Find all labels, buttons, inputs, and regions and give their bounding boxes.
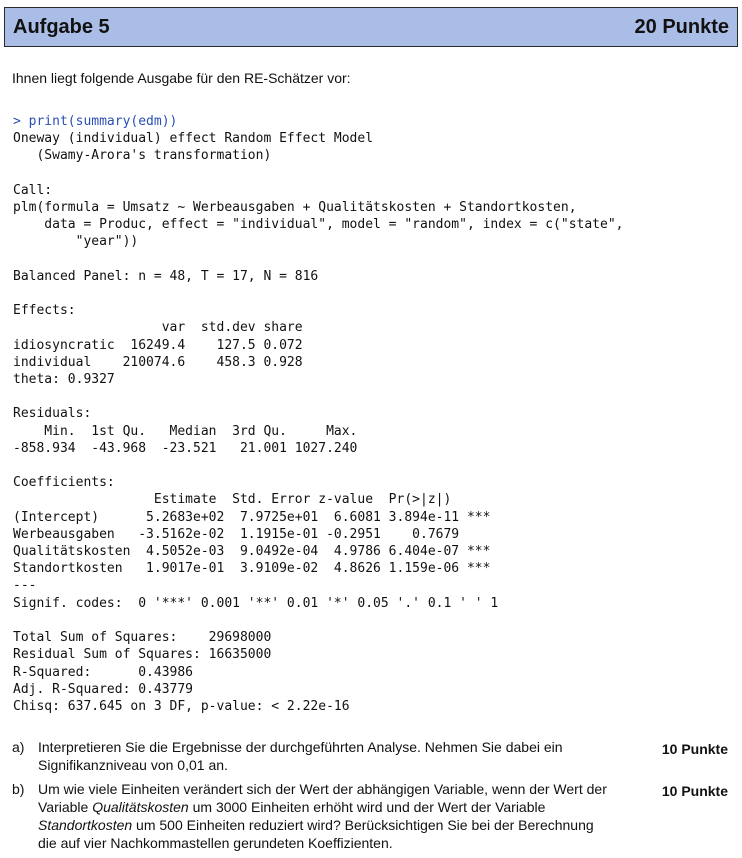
output-line: Balanced Panel: n = 48, T = 17, N = 816 — [13, 268, 319, 284]
output-line: Oneway (individual) effect Random Effect Model — [13, 131, 374, 147]
task-text — [38, 780, 608, 852]
r-prompt-line: > print(summary(edm)) — [13, 114, 178, 129]
task-text-part: Um wie viele Einheiten verändert sich der Wert der abhängigen Variable, wenn der Wert der Variable — [38, 781, 607, 815]
output-line: -858.934 -43.968 -23.521 21.001 1027.240 — [13, 440, 358, 456]
task-text-part: Interpretieren Sie die Ergebnisse der durchgeführten Analyse. Nehmen Sie dabei ein Signifikanzniveau von 0,01 an. — [38, 739, 563, 773]
task-points-badge: 10 Punkte — [661, 741, 728, 757]
task-title: Aufgabe 5 — [13, 16, 110, 38]
output-line: Chisq: 637.645 on 3 DF, p-value: < 2.22e-16 — [13, 698, 350, 714]
task-item-a — [12, 738, 732, 774]
output-line: R-Squared: 0.43986 — [13, 664, 194, 680]
output-line: --- — [13, 578, 37, 594]
output-line: Min. 1st Qu. Median 3rd Qu. Max. — [13, 423, 358, 439]
task-list — [12, 738, 732, 858]
task-label: a) — [12, 739, 25, 755]
task-header — [4, 7, 738, 47]
task-points: 20 Punkte — [634, 16, 729, 38]
output-line: Estimate Std. Error z-value Pr(>|z|) — [13, 492, 452, 508]
output-line: (Swamy-Arora's transformation) — [13, 148, 272, 164]
output-line: Effects: — [13, 303, 76, 319]
output-line: "year")) — [13, 234, 139, 250]
output-line: plm(formula = Umsatz ~ Werbeausgaben + Qualitätskosten + Standortkosten, — [13, 200, 577, 216]
task-label: b) — [12, 781, 25, 797]
task-text-part: um 500 Einheiten reduziert wird? Berücksichtigen Sie bei der Berechnung die auf vier Nachkommastellen gerundeten Koeffizienten. — [38, 817, 594, 851]
output-line: Residual Sum of Squares: 16635000 — [13, 647, 272, 663]
output-line: Qualitätskosten 4.5052e-03 9.0492e-04 4.9786 6.404e-07 *** — [13, 544, 491, 560]
output-line: theta: 0.9327 — [13, 372, 115, 388]
task-points-badge: 10 Punkte — [661, 783, 728, 799]
intro-text: Ihnen liegt folgende Ausgabe für den RE-Schätzer vor: — [12, 70, 351, 86]
output-line: Standortkosten 1.9017e-01 3.9109e-02 4.8626 1.159e-06 *** — [13, 561, 491, 577]
variable-name: Standortkosten — [38, 817, 133, 833]
output-line: var std.dev share — [13, 320, 303, 336]
output-line: individual 210074.6 458.3 0.928 — [13, 354, 303, 370]
r-output — [13, 113, 623, 715]
task-text — [38, 738, 608, 774]
output-line: Total Sum of Squares: 29698000 — [13, 630, 272, 646]
output-line: Call: — [13, 182, 53, 198]
output-line: Werbeausgaben -3.5162e-02 1.1915e-01 -0.2951 0.7679 — [13, 526, 460, 542]
output-line: Signif. codes: 0 '***' 0.001 '**' 0.01 '*' 0.05 '.' 0.1 ' ' 1 — [13, 595, 499, 611]
task-text-part: um 3000 Einheiten erhöht wird und der Wert der Variable — [188, 799, 546, 815]
output-line: (Intercept) 5.2683e+02 7.9725e+01 6.6081 3.894e-11 *** — [13, 509, 491, 525]
output-line: data = Produc, effect = "individual", model = "random", index = c("state", — [13, 217, 624, 233]
task-item-b — [12, 780, 732, 852]
output-line: Coefficients: — [13, 475, 115, 491]
variable-name: Qualitätskosten — [92, 799, 189, 815]
output-line: Residuals: — [13, 406, 92, 422]
output-line: idiosyncratic 16249.4 127.5 0.072 — [13, 337, 303, 353]
output-line: Adj. R-Squared: 0.43779 — [13, 681, 194, 697]
